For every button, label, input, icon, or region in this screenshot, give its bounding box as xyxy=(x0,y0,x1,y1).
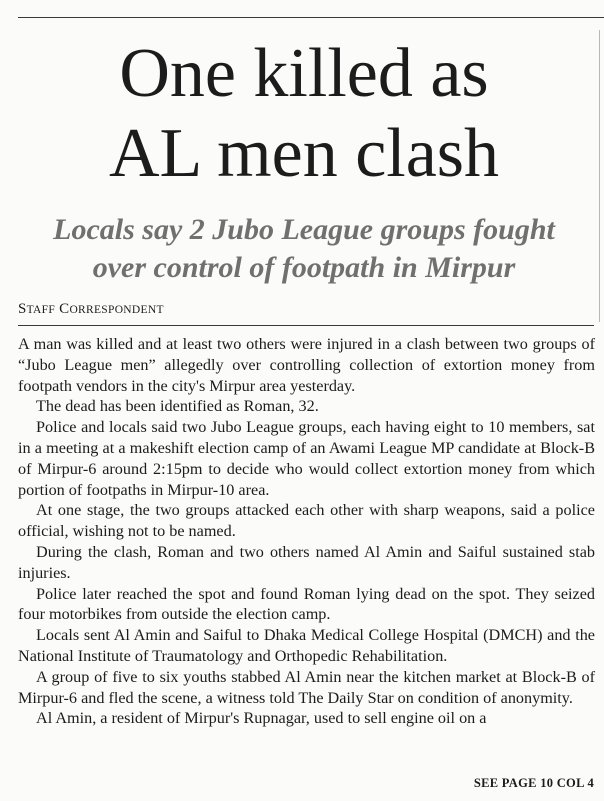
paragraph-4: At one stage, the two groups attacked each other with sharp weapons, said a police official, wishing not to be named. xyxy=(18,501,595,541)
paragraph-2: The dead has been identified as Roman, 32. xyxy=(36,397,319,416)
deck xyxy=(18,211,590,287)
paragraph-9: Al Amin, a resident of Mirpur's Rupnagar, used to sell engine oil on a xyxy=(36,709,487,728)
paragraph-6: Police later reached the spot and found Roman lying dead on the spot. They seized four motorbikes from outside the election camp. xyxy=(18,584,595,624)
byline xyxy=(18,301,164,318)
byline-rule xyxy=(18,325,594,326)
headline xyxy=(18,34,590,194)
paragraph-5: During the clash, Roman and two others named Al Amin and Saiful sustained stab injuries. xyxy=(18,542,595,582)
paragraph-1: A man was killed and at least two others were injured in a clash between two groups of “Jubo League men” allegedly over controlling collection of extortion money from footpath vendors in the city's Mirpur area yesterday. xyxy=(18,335,595,395)
jump-line: SEE PAGE 10 COL 4 xyxy=(473,776,594,790)
headline-line-1: One killed as xyxy=(119,35,489,112)
deck-line-1: Locals say 2 Jubo League groups fought xyxy=(53,213,555,246)
paragraph-7: Locals sent Al Amin and Saiful to Dhaka Medical College Hospital (DMCH) and the National Institute of Traumatology and Orthopedic Rehabilitation. xyxy=(18,626,595,665)
headline-line-2: AL men clash xyxy=(108,115,500,192)
byline-text: STAFF CORRESPONDENT xyxy=(18,301,164,317)
article-body xyxy=(18,334,595,729)
deck-line-2: over control of footpath in Mirpur xyxy=(92,251,516,284)
column-rule xyxy=(599,30,600,322)
paragraph-8: A group of five to six youths stabbed Al Amin near the kitchen market at Block-B of Mirpur-6 and fled the scene, a witness told The Daily Star on condition of anonymity. xyxy=(18,667,595,707)
top-rule xyxy=(18,17,604,18)
paragraph-3: Police and locals said two Jubo League groups, each having eight to 10 members, sat in a meeting at a makeshift election camp of an Awami League MP candidate at Block-B of Mirpur-6 around 2:15pm to decide who would collect extortion money from which portion of footpaths in Mirpur-10 area. xyxy=(18,418,595,499)
